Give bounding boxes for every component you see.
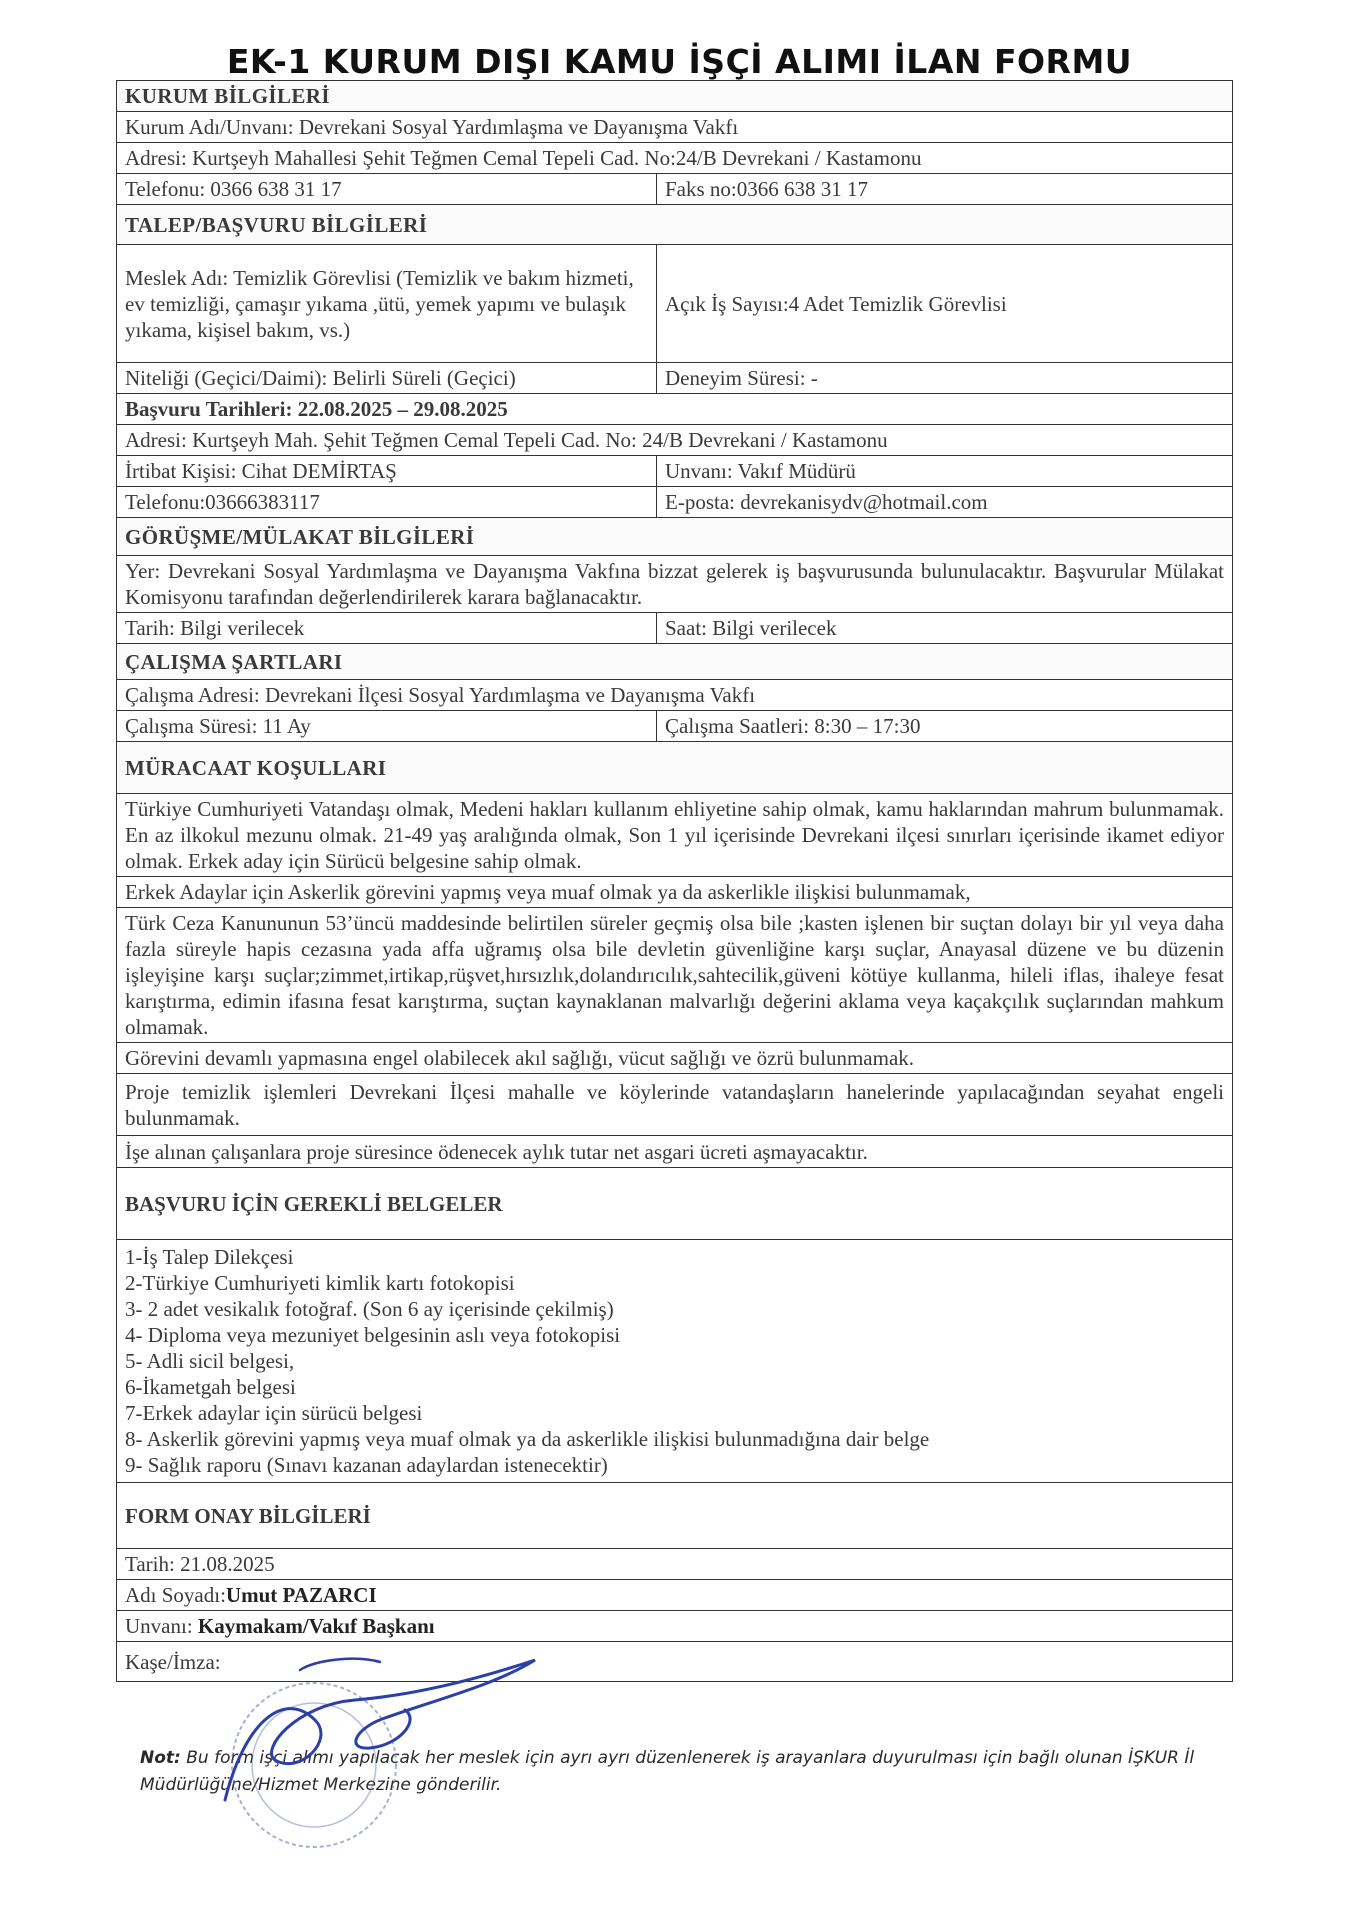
section-calisma-header: ÇALIŞMA ŞARTLARI xyxy=(117,644,1233,680)
deneyim-suresi: Deneyim Süresi: - xyxy=(657,363,1233,394)
kurum-telefon: Telefonu: 0366 638 31 17 xyxy=(117,174,657,205)
muracaat-kosul-1: Türkiye Cumhuriyeti Vatandaşı olmak, Medeni hakları kullanım ehliyetine sahip olmak, kamu haklarından mahrum bulunmamak. En az ilkokul mezunu olmak. 21-49 yaş aralığında olmak, Son 1 yıl içerisinde Devrekani ilçesi sınırları içerisinde ikamet ediyor olmak. Erkek aday için Sürücü belgesine sahip olmak. xyxy=(117,794,1233,877)
kurum-adres: Adresi: Kurtşeyh Mahallesi Şehit Teğmen Cemal Tepeli Cad. No:24/B Devrekani / Kastamonu xyxy=(117,143,1233,174)
belgeler-list xyxy=(117,1240,1233,1483)
section-onay-header: FORM ONAY BİLGİLERİ xyxy=(117,1483,1233,1549)
acik-is-sayisi: Açık İş Sayısı:4 Adet Temizlik Görevlisi xyxy=(657,245,1233,363)
onay-kase-imza: Kaşe/İmza: xyxy=(117,1642,1233,1682)
basvuru-tarihleri: Başvuru Tarihleri: 22.08.2025 – 29.08.2025 xyxy=(117,394,1233,425)
note-label: Not: xyxy=(140,1748,181,1768)
calisma-suresi: Çalışma Süresi: 11 Ay xyxy=(117,711,657,742)
irtibat-eposta: E-posta: devrekanisydv@hotmail.com xyxy=(657,487,1233,518)
talep-adres: Adresi: Kurtşeyh Mah. Şehit Teğmen Cemal Tepeli Cad. No: 24/B Devrekani / Kastamonu xyxy=(117,425,1233,456)
form-title: EK-1 KURUM DIŞI KAMU İŞÇİ ALIMI İLAN FORMU xyxy=(226,42,1133,81)
section-kurum-header: KURUM BİLGİLERİ xyxy=(117,81,1233,112)
kurum-faks: Faks no:0366 638 31 17 xyxy=(657,174,1233,205)
section-belgeler-header: BAŞVURU İÇİN GEREKLİ BELGELER xyxy=(117,1168,1233,1240)
belge-item: 6-İkametgah belgesi xyxy=(125,1375,296,1399)
belge-item: 9- Sağlık raporu (Sınavı kazanan adaylardan istenecektir) xyxy=(125,1453,608,1477)
note-text: Bu form işçi alımı yapılacak her meslek için ayrı ayrı düzenlenerek iş arayanlara duyurulması için bağlı olunan İŞKUR İl Müdürlüğüne/Hizmet Merkezine gönderilir. xyxy=(140,1748,1195,1795)
calisma-saatleri: Çalışma Saatleri: 8:30 – 17:30 xyxy=(657,711,1233,742)
muracaat-kosul-4: Görevini devamlı yapmasına engel olabilecek akıl sağlığı, vücut sağlığı ve özrü bulunmamak. xyxy=(117,1043,1233,1074)
belge-item: 2-Türkiye Cumhuriyeti kimlik kartı fotokopisi xyxy=(125,1271,515,1295)
gorusme-saat: Saat: Bilgi verilecek xyxy=(657,613,1233,644)
belge-item: 5- Adli sicil belgesi, xyxy=(125,1349,295,1373)
irtibat-telefon: Telefonu:03666383117 xyxy=(117,487,657,518)
muracaat-kosul-6: İşe alınan çalışanlara proje süresince ödenecek aylık tutar net asgari ücreti aşmayacaktır. xyxy=(117,1136,1233,1168)
belge-item: 4- Diploma veya mezuniyet belgesinin aslı veya fotokopisi xyxy=(125,1323,621,1347)
section-muracaat-header: MÜRACAAT KOŞULLARI xyxy=(117,742,1233,794)
section-talep-header: TALEP/BAŞVURU BİLGİLERİ xyxy=(117,205,1233,245)
irtibat-kisisi: İrtibat Kişisi: Cihat DEMİRTAŞ xyxy=(117,456,657,487)
unvan-value: Kaymakam/Vakıf Başkanı xyxy=(197,1614,435,1638)
gorusme-yer: Yer: Devrekani Sosyal Yardımlaşma ve Dayanışma Vakfına bizzat gelerek iş başvurusunda bulunulacaktır. Başvurular Mülakat Komisyonu tarafından değerlendirilerek karara bağlanacaktır. xyxy=(117,556,1233,613)
adi-soyadi-value: Umut PAZARCI xyxy=(225,1583,377,1607)
irtibat-unvan: Unvanı: Vakıf Müdürü xyxy=(657,456,1233,487)
belge-item: 3- 2 adet vesikalık fotoğraf. (Son 6 ay içerisinde çekilmiş) xyxy=(125,1297,614,1321)
belge-item: 1-İş Talep Dilekçesi xyxy=(125,1245,294,1269)
gorusme-tarih: Tarih: Bilgi verilecek xyxy=(117,613,657,644)
section-gorusme-header: GÖRÜŞME/MÜLAKAT BİLGİLERİ xyxy=(117,518,1233,556)
signature xyxy=(205,1600,565,1860)
kurum-adi: Kurum Adı/Unvanı: Devrekani Sosyal Yardımlaşma ve Dayanışma Vakfı xyxy=(117,112,1233,143)
muracaat-kosul-5: Proje temizlik işlemleri Devrekani İlçesi mahalle ve köylerinde vatandaşların hanelerinde yapılacağından seyahat engeli bulunmamak. xyxy=(117,1074,1233,1136)
muracaat-kosul-3: Türk Ceza Kanununun 53’üncü maddesinde belirtilen süreler geçmiş olsa bile ;kasten işlenen bir suçtan dolayı bir yıl veya daha fazla süreyle hapis cezasına yada affa uğramış olsa bile devletin güvenliğine karşı suçlar, Anayasal düzene ve bu düzenin işleyişine karşı suçlar;zimmet,irtikap,rüşvet,hırsızlık,dolandırıcılık,sahtecilik,güveni kötüye kullanma, hileli iflas, ihaleye fesat karıştırma, edimin ifasına fesat karıştırma, suçtan kaynaklanan malvarlığı değerini aklama veya kaçakçılık suçlarından mahkum olmamak. xyxy=(117,908,1233,1043)
muracaat-kosul-2: Erkek Adaylar için Askerlik görevini yapmış veya muaf olmak ya da askerlikle ilişkisi bulunmamak, xyxy=(117,877,1233,908)
meslek-adi: Meslek Adı: Temizlik Görevlisi (Temizlik ve bakım hizmeti, ev temizliği, çamaşır yıkama ,ütü, yemek yapımı ve bulaşık yıkama, kişisel bakım, vs.) xyxy=(117,245,657,363)
unvan-label: Unvanı: xyxy=(125,1614,193,1638)
onay-tarih: Tarih: 21.08.2025 xyxy=(117,1549,1233,1580)
niteligi: Niteliği (Geçici/Daimi): Belirli Süreli (Geçici) xyxy=(117,363,657,394)
announcement-form xyxy=(116,80,1233,1682)
adi-soyadi-label: Adı Soyadı: xyxy=(125,1583,226,1607)
belge-item: 7-Erkek adaylar için sürücü belgesi xyxy=(125,1401,423,1425)
calisma-adresi: Çalışma Adresi: Devrekani İlçesi Sosyal Yardımlaşma ve Dayanışma Vakfı xyxy=(117,680,1233,711)
belge-item: 8- Askerlik görevini yapmış veya muaf olmak ya da askerlikle ilişkisi bulunmadığına dair belge xyxy=(125,1427,930,1451)
